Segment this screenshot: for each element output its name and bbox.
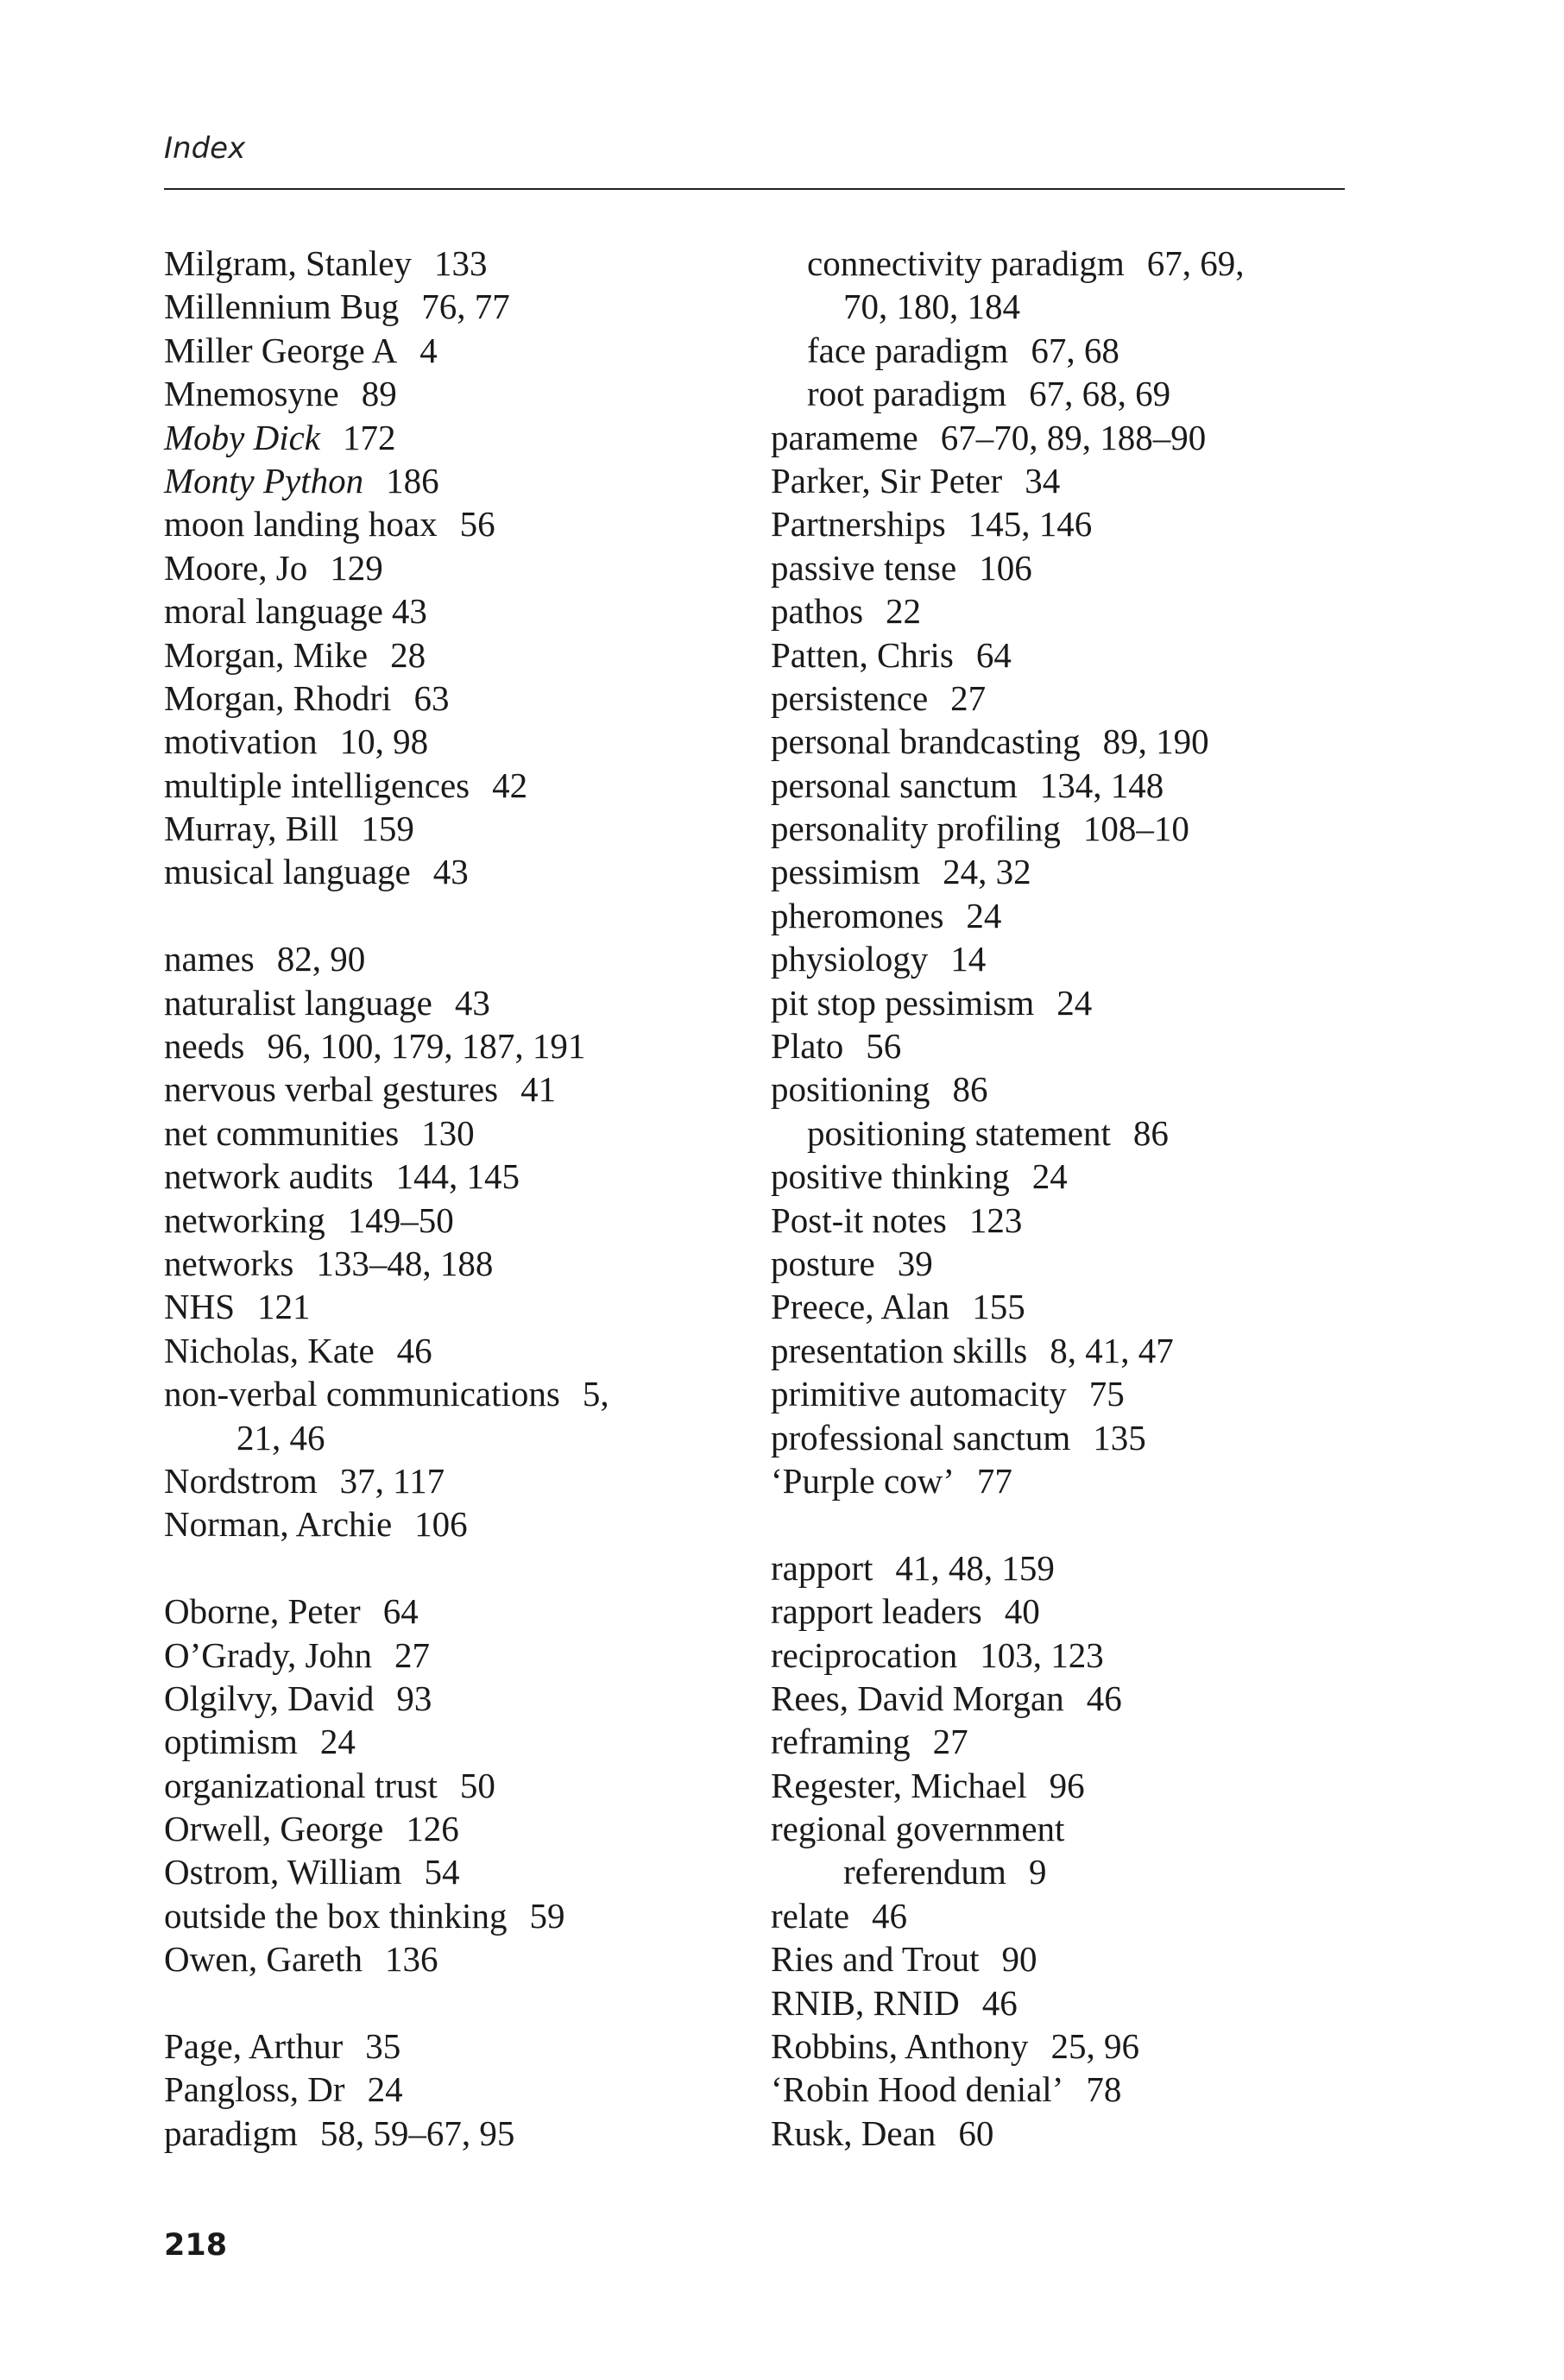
index-page-refs: 186	[386, 460, 439, 501]
index-page-refs: 59	[529, 1895, 565, 1936]
index-entry	[164, 2068, 699, 2111]
index-page-refs: 14	[950, 939, 987, 979]
index-term: primitive automacity	[771, 1374, 1067, 1414]
index-term: Monty Python	[164, 460, 364, 501]
index-page-refs: 106	[979, 547, 1032, 588]
index-term: Morgan, Mike	[164, 634, 369, 675]
index-entry	[164, 764, 699, 807]
index-page-refs: 39	[897, 1243, 933, 1283]
index-page-refs: 27	[932, 1722, 968, 1762]
index-page-refs: 54	[424, 1852, 460, 1892]
index-entry	[771, 1546, 1345, 1590]
index-entry	[164, 1067, 699, 1111]
index-term: multiple intelligences	[164, 765, 470, 805]
index-term: Oborne, Peter	[164, 1591, 361, 1632]
index-term: O’Grady, John	[164, 1634, 373, 1675]
index-page-refs: 133	[433, 243, 488, 283]
index-term: ‘Purple cow’	[771, 1460, 955, 1501]
index-entry	[771, 1807, 1345, 1850]
index-entry	[771, 633, 1345, 677]
index-term: pessimism	[771, 852, 921, 892]
index-entry	[164, 1111, 699, 1155]
index-page-refs: 41	[520, 1069, 557, 1110]
index-term: Moore, Jo	[164, 547, 308, 588]
index-entry	[164, 720, 699, 763]
index-page-refs: 58, 59–67, 95	[319, 2112, 515, 2153]
index-term: positive thinking	[771, 1156, 1010, 1197]
index-entry	[164, 1937, 699, 1980]
index-entry	[164, 1720, 699, 1763]
index-entry	[164, 329, 699, 372]
index-entry	[771, 850, 1345, 893]
index-term: Milgram, Stanley	[164, 243, 412, 283]
index-column-left	[164, 242, 699, 2155]
index-term: regional government	[771, 1809, 1065, 1849]
index-entry	[164, 1894, 699, 1937]
index-term: Rees, David Morgan	[771, 1678, 1064, 1718]
index-term: Mnemosyne	[164, 374, 339, 414]
index-term: organizational trust	[164, 1765, 438, 1805]
index-entry	[771, 1764, 1345, 1807]
index-term: presentation skills	[771, 1330, 1028, 1370]
index-page-refs: 96	[1049, 1765, 1085, 1805]
index-entry	[771, 894, 1345, 937]
index-page-refs: 50	[459, 1765, 495, 1805]
index-entry	[164, 1850, 699, 1893]
index-page-refs: 25, 96	[1050, 2026, 1139, 2067]
index-page-refs: 96, 100, 179, 187, 191	[267, 1026, 586, 1067]
page-number: 218	[164, 2228, 228, 2263]
index-page-refs: 134, 148	[1039, 765, 1164, 805]
index-page-refs: 106	[414, 1504, 468, 1545]
index-page-refs: 43	[391, 591, 427, 632]
index-entry	[771, 1720, 1345, 1763]
index-entry	[164, 1199, 699, 1242]
index-entry	[771, 502, 1345, 545]
index-term: Norman, Archie	[164, 1504, 393, 1545]
index-entry	[771, 1937, 1345, 1980]
index-term: musical language	[164, 852, 411, 892]
header-rule	[164, 188, 1345, 190]
index-term: Owen, Gareth	[164, 1939, 363, 1980]
index-term: Morgan, Rhodri	[164, 677, 392, 718]
index-entry	[771, 1067, 1345, 1111]
index-entry	[771, 937, 1345, 980]
index-term: RNIB, RNID	[771, 1982, 960, 2023]
index-term: Pangloss, Dr	[164, 2069, 345, 2110]
index-entry	[164, 677, 699, 720]
index-page-refs: 35	[365, 2026, 401, 2067]
index-page-refs: 63	[413, 677, 450, 718]
index-entry	[771, 1459, 1345, 1502]
index-page-refs: 67, 69,	[1146, 243, 1245, 283]
index-term: motivation	[164, 721, 318, 762]
index-page-refs: 135	[1093, 1417, 1146, 1458]
index-entry	[771, 1372, 1345, 1415]
index-page-refs: 159	[361, 809, 414, 849]
index-term: Parker, Sir Peter	[771, 460, 1003, 501]
index-page-refs: 77	[976, 1460, 1012, 1501]
index-term: positioning statement	[807, 1112, 1111, 1153]
index-entry	[771, 1850, 1345, 1893]
index-term: pheromones	[771, 895, 944, 935]
index-page-refs: 28	[390, 634, 426, 675]
index-term: pathos	[771, 591, 864, 632]
index-entry	[771, 1329, 1345, 1372]
index-entry	[164, 1764, 699, 1807]
index-entry	[771, 1111, 1345, 1155]
index-entry	[771, 1981, 1345, 2024]
index-term: Olgilvy, David	[164, 1678, 375, 1718]
index-entry	[164, 459, 699, 502]
index-page-refs: 136	[384, 1939, 438, 1980]
index-term: Moby Dick	[164, 417, 320, 457]
index-page-refs: 103, 123	[980, 1634, 1104, 1675]
index-term: Plato	[771, 1026, 844, 1067]
index-term: connectivity paradigm	[807, 243, 1125, 283]
index-entry	[164, 1329, 699, 1372]
index-term: pit stop pessimism	[771, 982, 1035, 1023]
index-term: names	[164, 939, 255, 979]
index-page-refs: 24	[966, 895, 1002, 935]
index-term: Robbins, Anthony	[771, 2026, 1029, 2067]
index-page-refs: 10, 98	[339, 721, 429, 762]
running-head: Index	[164, 131, 246, 166]
index-term: face paradigm	[807, 330, 1009, 370]
index-page-refs: 24	[367, 2069, 403, 2110]
index-entry	[164, 633, 699, 677]
index-term: Murray, Bill	[164, 809, 339, 849]
index-term: Ostrom, William	[164, 1852, 402, 1892]
index-page-refs: 8, 41, 47	[1050, 1330, 1174, 1370]
index-entry	[771, 1677, 1345, 1720]
index-term: professional sanctum	[771, 1417, 1071, 1458]
index-page-refs: 21, 46	[236, 1417, 325, 1458]
index-page-refs: 129	[330, 547, 383, 588]
index-entry	[164, 416, 699, 459]
index-term: network audits	[164, 1156, 374, 1197]
index-page-refs: 64	[975, 634, 1012, 675]
index-entry	[771, 1894, 1345, 1937]
index-entry	[771, 807, 1345, 850]
index-page-refs: 24, 32	[943, 852, 1031, 892]
index-term: Millennium Bug	[164, 286, 400, 327]
index-page-refs: 172	[343, 417, 396, 457]
index-page-refs: 90	[1001, 1939, 1037, 1980]
index-term: physiology	[771, 939, 929, 979]
index-term: optimism	[164, 1722, 298, 1762]
index-entry	[164, 1372, 699, 1415]
index-entry	[771, 242, 1345, 285]
index-entry	[164, 1285, 699, 1328]
index-entry	[771, 416, 1345, 459]
index-page-refs: 46	[396, 1330, 432, 1370]
index-page-refs: 67, 68, 69	[1029, 374, 1171, 414]
index-page-refs: 89, 190	[1102, 721, 1209, 762]
index-term: Nordstrom	[164, 1460, 318, 1501]
index-term: Preece, Alan	[771, 1287, 950, 1327]
index-page-refs: 46	[1086, 1678, 1122, 1718]
index-entry	[771, 1242, 1345, 1285]
index-page-refs: 41, 48, 159	[895, 1547, 1055, 1588]
index-column-right	[771, 242, 1345, 2155]
index-page-refs: 70, 180, 184	[843, 286, 1020, 327]
index-term: personality profiling	[771, 809, 1061, 849]
index-entry	[771, 459, 1345, 502]
index-page-refs: 82, 90	[276, 939, 366, 979]
index-entry	[164, 1502, 699, 1546]
index-entry	[164, 1634, 699, 1677]
index-page-refs: 64	[382, 1591, 419, 1632]
index-page-refs: 56	[459, 504, 495, 545]
index-entry	[164, 589, 699, 633]
index-page-refs: 46	[872, 1895, 908, 1936]
index-entry	[164, 546, 699, 589]
index-term: Miller George A	[164, 330, 398, 370]
index-entry	[164, 372, 699, 415]
index-page-refs: 24	[319, 1722, 356, 1762]
index-term: posture	[771, 1243, 875, 1283]
index-entry	[164, 242, 699, 285]
index-page-refs: 46	[981, 1982, 1018, 2023]
index-page-refs: 78	[1086, 2069, 1122, 2110]
index-entry	[771, 589, 1345, 633]
index-page-refs: 121	[257, 1287, 311, 1327]
index-page-refs: 86	[1132, 1112, 1169, 1153]
index-term: naturalist language	[164, 982, 432, 1023]
index-term: reciprocation	[771, 1634, 958, 1675]
index-page-refs: 130	[421, 1112, 475, 1153]
index-term: ‘Robin Hood denial’	[771, 2069, 1064, 2110]
index-term: reframing	[771, 1722, 911, 1762]
index-entry	[771, 1590, 1345, 1633]
index-term: networking	[164, 1199, 325, 1240]
index-page-refs: 27	[394, 1634, 431, 1675]
index-term: networks	[164, 1243, 294, 1283]
index-term: moon landing hoax	[164, 504, 438, 545]
index-entry	[164, 807, 699, 850]
index-entry	[164, 850, 699, 893]
index-page-refs: 60	[958, 2112, 994, 2153]
index-entry	[164, 502, 699, 545]
index-term: personal sanctum	[771, 765, 1018, 805]
index-term: Regester, Michael	[771, 1765, 1027, 1805]
index-page-refs: 4	[419, 330, 438, 370]
index-term: Ries and Trout	[771, 1939, 980, 1980]
index-entry	[164, 285, 699, 328]
index-page-refs: 9	[1028, 1852, 1047, 1892]
index-page-refs: 76, 77	[421, 286, 510, 327]
index-entry	[771, 720, 1345, 763]
index-page-refs: 43	[432, 852, 469, 892]
index-page-refs: 43	[454, 982, 490, 1023]
index-page-refs: 89	[361, 374, 397, 414]
index-term: relate	[771, 1895, 850, 1936]
index-page-refs: 34	[1025, 460, 1061, 501]
index-entry	[164, 1416, 699, 1459]
index-page-refs: 133–48, 188	[316, 1243, 494, 1283]
index-term: positioning	[771, 1069, 930, 1110]
index-entry	[771, 285, 1345, 328]
index-term: nervous verbal gestures	[164, 1069, 499, 1110]
index-page-refs: 155	[972, 1287, 1025, 1327]
index-entry	[771, 2112, 1345, 2155]
index-page-refs: 40	[1004, 1591, 1040, 1632]
index-entry	[771, 2068, 1345, 2111]
index-term: parameme	[771, 417, 918, 457]
index-page-refs: 149–50	[347, 1199, 454, 1240]
index-page-refs: 86	[952, 1069, 988, 1110]
index-page-refs: 27	[950, 677, 987, 718]
index-entry	[164, 1807, 699, 1850]
index-term: rapport	[771, 1547, 873, 1588]
index-entry	[771, 1155, 1345, 1198]
index-page-refs: 24	[1031, 1156, 1068, 1197]
index-entry	[164, 1155, 699, 1198]
index-term: referendum	[843, 1852, 1006, 1892]
index-entry	[771, 1199, 1345, 1242]
index-page-refs: 126	[406, 1809, 459, 1849]
index-entry	[164, 981, 699, 1024]
index-entry	[164, 2024, 699, 2068]
index-page-refs: 145, 146	[968, 504, 1093, 545]
index-entry	[771, 1634, 1345, 1677]
index-entry	[771, 372, 1345, 415]
index-entry	[771, 764, 1345, 807]
index-entry	[771, 546, 1345, 589]
index-entry	[771, 1024, 1345, 1067]
index-page-refs: 37, 117	[339, 1460, 445, 1501]
index-term: paradigm	[164, 2112, 298, 2153]
index-page-refs: 22	[886, 591, 922, 632]
index-term: Partnerships	[771, 504, 946, 545]
index-page-refs: 56	[866, 1026, 902, 1067]
index-entry	[771, 1285, 1345, 1328]
index-page-refs: 42	[492, 765, 528, 805]
index-entry	[164, 1459, 699, 1502]
index-entry	[771, 2024, 1345, 2068]
index-entry	[771, 1416, 1345, 1459]
index-page-refs: 5,	[582, 1374, 609, 1414]
index-page-refs: 75	[1088, 1374, 1125, 1414]
index-page-refs: 123	[968, 1199, 1023, 1240]
index-page-refs: 93	[396, 1678, 432, 1718]
index-entry	[164, 2112, 699, 2155]
index-page-refs: 67, 68	[1031, 330, 1119, 370]
index-entry	[164, 1677, 699, 1720]
index-page-refs: 24	[1056, 982, 1093, 1023]
index-term: Nicholas, Kate	[164, 1330, 375, 1370]
index-page-refs: 67–70, 89, 188–90	[940, 417, 1207, 457]
index-term: Rusk, Dean	[771, 2112, 937, 2153]
index-term: Patten, Chris	[771, 634, 954, 675]
index-term: Page, Arthur	[164, 2026, 344, 2067]
index-entry	[771, 329, 1345, 372]
index-entry	[771, 981, 1345, 1024]
index-term: persistence	[771, 677, 929, 718]
index-entry	[164, 937, 699, 980]
index-term: non-verbal communications	[164, 1374, 560, 1414]
index-entry	[164, 1590, 699, 1633]
index-term: passive tense	[771, 547, 957, 588]
index-term: Orwell, George	[164, 1809, 384, 1849]
index-term: rapport leaders	[771, 1591, 982, 1632]
index-term: Post-it notes	[771, 1199, 947, 1240]
index-term: personal brandcasting	[771, 721, 1081, 762]
index-entry	[164, 1024, 699, 1067]
index-page-refs: 108–10	[1082, 809, 1189, 849]
index-entry	[771, 677, 1345, 720]
index-term: net communities	[164, 1112, 400, 1153]
index-term: needs	[164, 1026, 245, 1067]
index-entry	[164, 1242, 699, 1285]
index-term: NHS	[164, 1287, 236, 1327]
index-page-refs: 144, 145	[395, 1156, 520, 1197]
index-term: root paradigm	[807, 374, 1007, 414]
index-term: moral language	[164, 591, 383, 632]
index-term: outside the box thinking	[164, 1895, 508, 1936]
